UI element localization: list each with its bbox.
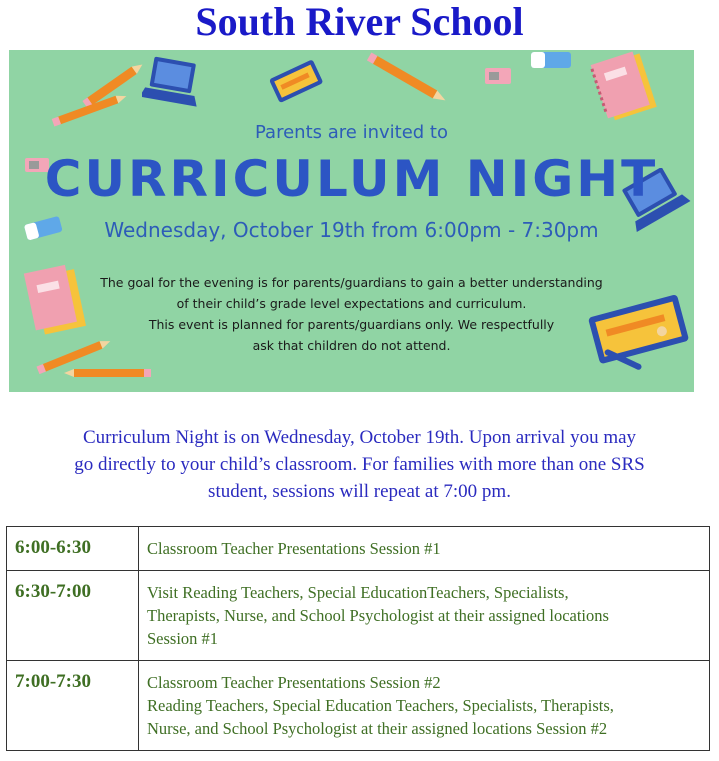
session-time: 7:00-7:30 <box>7 661 139 751</box>
session-description <box>139 661 710 751</box>
intro-line: student, sessions will repeat at 7:00 pm. <box>208 481 511 502</box>
banner-description-line: The goal for the evening is for parents/guardians to gain a better understanding <box>100 275 603 290</box>
banner-description-line: ask that children do not attend. <box>252 338 451 353</box>
sharpener-icon <box>479 62 519 92</box>
session-description-line: Therapists, Nurse, and School Psychologist at their assigned locations <box>147 606 609 625</box>
laptop-icon <box>142 56 202 114</box>
session-description-line: Visit Reading Teachers, Special EducationTeachers, Specialists, <box>147 583 569 602</box>
pencil-icon <box>64 362 154 384</box>
banner-description <box>9 272 694 356</box>
banner-event-title: CURRICULUM NIGHT <box>44 150 659 208</box>
eraser-icon <box>527 50 577 72</box>
page-title: South River School <box>195 0 524 44</box>
banner-description-line: of their child’s grade level expectations and curriculum. <box>176 296 527 311</box>
intro-paragraph <box>0 424 719 505</box>
session-description-line: Reading Teachers, Special Education Teachers, Specialists, Therapists, <box>147 696 614 715</box>
table-row <box>7 527 710 571</box>
notebook-icon <box>584 50 664 130</box>
schedule-table <box>6 526 710 751</box>
session-description-line: Nurse, and School Psychologist at their assigned locations Session #2 <box>147 719 608 738</box>
session-description-line: Classroom Teacher Presentations Session #1 <box>147 539 441 558</box>
banner-description-line: This event is planned for parents/guardians only. We respectfully <box>148 317 555 332</box>
table-row <box>7 571 710 661</box>
session-description-line: Session #1 <box>147 629 219 648</box>
session-description <box>139 571 710 661</box>
intro-line: Curriculum Night is on Wednesday, October 19th. Upon arrival you may <box>82 427 637 448</box>
session-description-line: Classroom Teacher Presentations Session #2 <box>147 673 441 692</box>
intro-line: go directly to your child’s classroom. For families with more than one SRS <box>74 454 645 475</box>
session-time: 6:00-6:30 <box>7 527 139 571</box>
session-description <box>139 527 710 571</box>
pencil-icon <box>359 50 464 110</box>
pencil-case-icon <box>267 58 327 108</box>
event-banner <box>9 50 694 392</box>
banner-date: Wednesday, October 19th from 6:00pm - 7:30pm <box>104 218 599 242</box>
table-row <box>7 661 710 751</box>
session-time: 6:30-7:00 <box>7 571 139 661</box>
banner-invite: Parents are invited to <box>255 122 448 143</box>
